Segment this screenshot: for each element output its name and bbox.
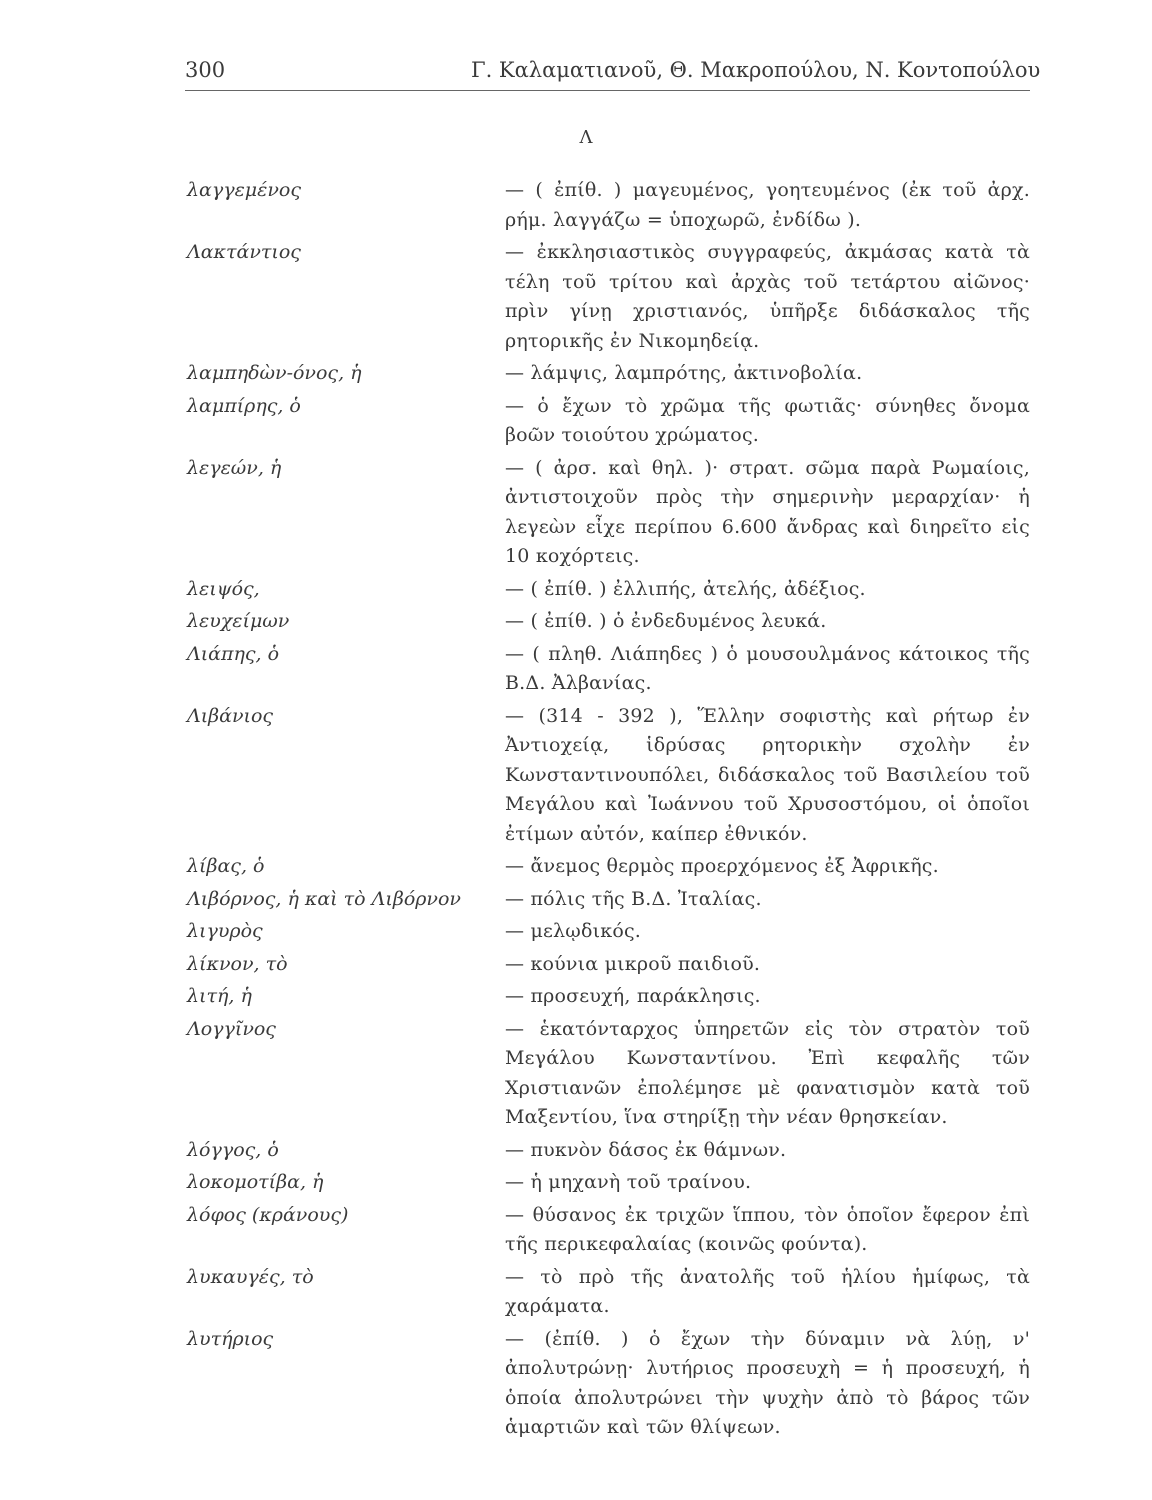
entry-term: λυτήριος (187, 1327, 274, 1350)
entry-term: Λογγῖνος (187, 1017, 276, 1040)
entry-term: Λιβάνιος (187, 704, 274, 727)
entry-definition: — (ἐπίθ. ) ὁ ἔχων τὴν δύναμιν νὰ λύῃ, ν' ἀπολυτρώνῃ· λυτήριος προσευχὴ = ἡ προσευχή, ἡ ὁποία ἀπολυτρώνει τὴν ψυχὴν ἀπὸ τὸ βάρος τῶν ἁμαρτιῶν καὶ τῶν θλίψεων. (505, 1327, 1030, 1438)
entry-definition: — τὸ πρὸ τῆς ἀνατολῆς τοῦ ἡλίου ἡμίφως, τὰ χαράματα. (505, 1265, 1030, 1317)
glossary-entry (187, 1136, 1047, 1166)
glossary-entry (187, 1015, 1047, 1133)
entry-definition: — λάμψις, λαμπρότης, ἀκτινοβολία. (505, 362, 863, 384)
entry-term: λιγυρὸς (187, 920, 263, 942)
glossary-entry (187, 359, 1047, 389)
entry-term: λίκνον, τὸ (187, 952, 288, 975)
glossary-entry (187, 238, 1047, 356)
entry-term: Λιάπης, ὁ (187, 642, 280, 665)
entry-definition: — πυκνὸν δάσος ἐκ θάμνων. (505, 1138, 787, 1161)
glossary-entry (187, 917, 1047, 947)
entry-term: λαμπηδὼν-όνος, ἡ (187, 362, 362, 384)
glossary-entry (187, 1263, 1047, 1322)
entry-term: λιτή, ἡ (187, 985, 252, 1007)
entry-definition: — προσευχή, παράκλησις. (505, 985, 761, 1007)
glossary-entry (187, 640, 1047, 699)
section-letter: Λ (579, 127, 593, 148)
glossary-entry (187, 702, 1047, 850)
entry-definition: — πόλις τῆς Β.Δ. Ἰταλίας. (505, 887, 762, 910)
page-number: 300 (185, 58, 475, 91)
glossary-entries (187, 176, 1047, 1446)
entry-definition: — μελῳδικός. (505, 920, 642, 942)
entry-definition: — ἐκκλησιαστικὸς συγγραφεύς, ἀκμάσας κατὰ τὰ τέλη τοῦ τρίτου καὶ ἀρχὰς τοῦ τετάρτου αἰῶνος· πρὶν γίνῃ χριστιανός, ὑπῆρξε διδάσκαλος τῆς ρητορικῆς ἐν Νικομηδείᾳ. (505, 241, 1030, 352)
entry-definition: — ( πληθ. Λιάπηδες ) ὁ μουσουλμάνος κάτοικος τῆς Β.Δ. Ἀλβανίας. (505, 642, 1030, 694)
entry-term: λαμπίρης, ὁ (187, 394, 301, 417)
glossary-entry (187, 1168, 1047, 1198)
entry-definition: — κούνια μικροῦ παιδιοῦ. (505, 952, 761, 975)
entry-term: λόγγος, ὁ (187, 1138, 279, 1161)
glossary-entry (187, 392, 1047, 451)
entry-term: λοκομοτίβα, ἡ (187, 1171, 324, 1193)
entry-term: λευχείμων (187, 610, 290, 632)
glossary-entry (187, 1201, 1047, 1260)
glossary-entry (187, 454, 1047, 572)
glossary-entry (187, 852, 1047, 882)
entry-definition: — ἡ μηχανὴ τοῦ τραίνου. (505, 1171, 752, 1193)
entry-definition: — (314 - 392 ), Ἕλλην σοφιστὴς καὶ ρήτωρ ἐν Ἀντιοχείᾳ, ἱδρύσας ρητορικὴν σχολὴν ἐν Κωνσταντινουπόλει, διδάσκαλος τοῦ Βασιλείου τοῦ Μεγάλου καὶ Ἰωάννου τοῦ Χρυσοστόμου, οἱ ὁποῖοι ἐτίμων αὐτόν, καίπερ ἐθνικόν. (505, 704, 1030, 845)
entry-term: Λιβόρνος, ἡ καὶ τὸ Λιβόρνον (187, 887, 461, 910)
entry-term: λίβας, ὁ (187, 855, 265, 877)
running-head: Γ. Καλαματιανοῦ, Θ. Μακροπούλου, Ν. Κοντοπούλου (471, 58, 1030, 91)
page-header (185, 52, 1041, 92)
entry-term: λυκαυγές, τὸ (187, 1265, 314, 1288)
entry-definition: — θύσανος ἐκ τριχῶν ἵππου, τὸν ὁποῖον ἔφερον ἐπὶ τῆς περικεφαλαίας (κοινῶς φούντα). (505, 1203, 1030, 1255)
glossary-entry (187, 885, 1047, 915)
entry-term: λεγεών, ἡ (187, 456, 282, 479)
entry-term: Λακτάντιος (187, 241, 301, 263)
entry-definition: — ( ἐπίθ. ) ὁ ἐνδεδυμένος λευκά. (505, 610, 827, 632)
entry-definition: — ἑκατόνταρχος ὑπηρετῶν εἰς τὸν στρατὸν τοῦ Μεγάλου Κωνσταντίνου. Ἐπὶ κεφαλῆς τῶν Χριστιανῶν ἐπολέμησε μὲ φανατισμὸν κατὰ τοῦ Μαξεντίου, ἵνα στηρίξῃ τὴν νέαν θρησκείαν. (505, 1017, 1030, 1128)
glossary-entry (187, 982, 1047, 1012)
glossary-entry (187, 176, 1047, 235)
entry-definition: — ὁ ἔχων τὸ χρῶμα τῆς φωτιᾶς· σύνηθες ὄνομα βοῶν τοιούτου χρώματος. (505, 394, 1030, 446)
glossary-entry (187, 1325, 1047, 1443)
glossary-entry (187, 950, 1047, 980)
entry-definition: — ( ἐπίθ. ) μαγευμένος, γοητευμένος (ἐκ τοῦ ἀρχ. ρήμ. λαγγάζω = ὑποχωρῶ, ἐνδίδω ). (505, 179, 1030, 231)
entry-definition: — ἄνεμος θερμὸς προερχόμενος ἐξ Ἀφρικῆς. (505, 855, 939, 877)
entry-definition: — ( ἀρσ. καὶ θηλ. )· στρατ. σῶμα παρὰ Ρωμαίοις, ἀντιστοιχοῦν πρὸς τὴν σημερινὴν μεραρχίαν· ἡ λεγεὼν εἶχε περίπου 6.600 ἄνδρας καὶ διηρεῖτο εἰς 10 κοχόρτεις. (505, 456, 1030, 567)
glossary-entry (187, 575, 1047, 605)
glossary-entry (187, 607, 1047, 637)
entry-definition: — ( ἐπίθ. ) ἐλλιπής, ἀτελής, ἀδέξιος. (505, 577, 866, 600)
entry-term: λειψός, (187, 577, 260, 600)
entry-term: λαγγεμένος (187, 179, 301, 201)
entry-term: λόφος (κράνους) (187, 1203, 349, 1226)
